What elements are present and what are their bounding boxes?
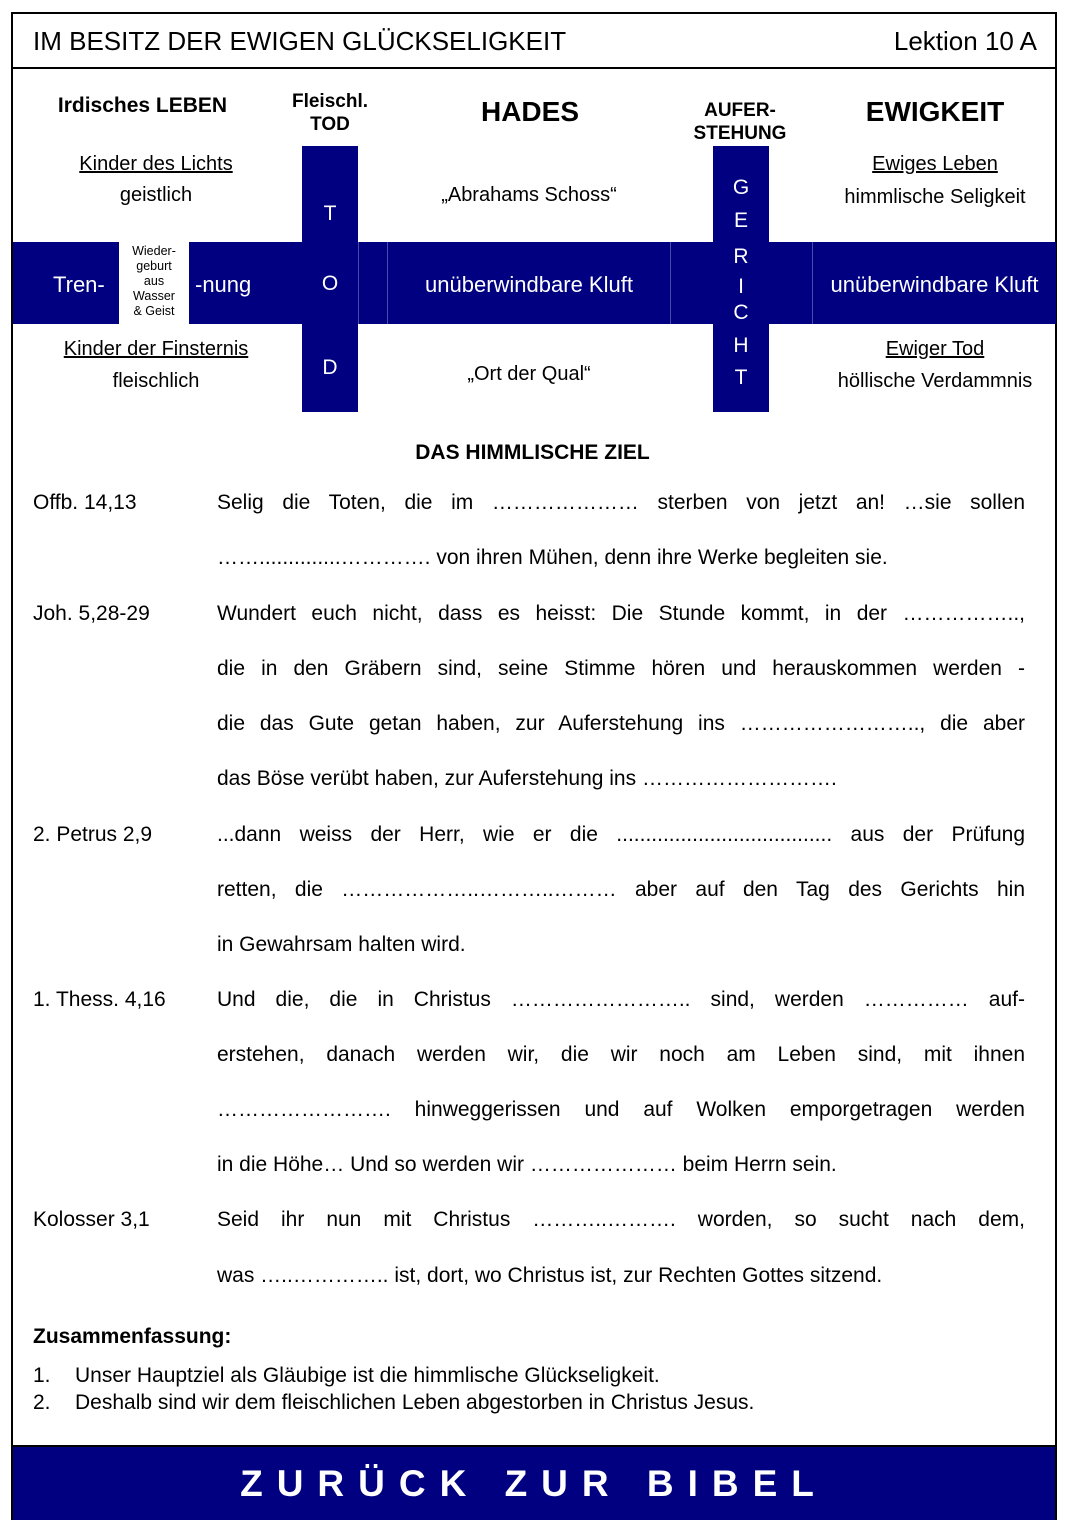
col-heading-tod bbox=[270, 90, 390, 136]
verse-line: die das Gute getan haben, zur Auferstehung ins …………………….., die aber bbox=[217, 712, 1025, 735]
judgment-letter: T bbox=[734, 366, 748, 389]
summary-title: Zusammenfassung: bbox=[33, 1325, 232, 1348]
verse-line: erstehen, danach werden wir, die wir noch am Leben sind, mit ihnen bbox=[217, 1043, 1025, 1066]
verse-line: retten, die ………………..………..……… aber auf den Tag des Gerichts hin bbox=[217, 878, 1025, 901]
judgment-letter: G bbox=[732, 176, 750, 199]
verse-line: was …..………….. ist, dort, wo Christus ist, zur Rechten Gottes sitzend. bbox=[217, 1264, 883, 1287]
ewigkeit-top-line1: Ewiges Leben bbox=[872, 153, 998, 175]
hades-bottom: „Ort der Qual“ bbox=[467, 363, 591, 385]
lesson-title: IM BESITZ DER EWIGEN GLÜCKSELIGKEIT bbox=[33, 26, 567, 56]
rebirth-line: Wasser bbox=[133, 289, 175, 303]
rebirth-line: & Geist bbox=[133, 304, 175, 318]
verse-reference: Offb. 14,13 bbox=[33, 491, 137, 514]
col-heading-auferstehung bbox=[670, 99, 810, 145]
judgment-letter: R bbox=[733, 245, 749, 268]
eternity-chasm-label: unüberwindbare Kluft bbox=[830, 272, 1039, 297]
judgment-letter: C bbox=[733, 301, 749, 324]
verse-line: ……..............…………. von ihren Mühen, denn ihre Werke begleiten sie. bbox=[217, 546, 888, 569]
ewigkeit-bottom-line2: höllische Verdammnis bbox=[837, 370, 1033, 392]
death-letter: T bbox=[323, 202, 337, 225]
verse-line: Selig die Toten, die im ………………… sterben von jetzt an! …sie sollen bbox=[217, 491, 1025, 514]
summary-item-text: Unser Hauptziel als Gläubige ist die himmlische Glückseligkeit. bbox=[75, 1364, 660, 1387]
col-heading-ewigkeit: EWIGKEIT bbox=[865, 96, 1005, 127]
header-divider bbox=[11, 67, 1057, 69]
band-separator bbox=[358, 242, 359, 324]
verse-line: das Böse verübt haben, zur Auferstehung ins ………………………. bbox=[217, 767, 837, 790]
separation-label-part2: -nung bbox=[195, 272, 252, 297]
verse-line: in Gewahrsam halten wird. bbox=[217, 933, 466, 956]
leben-top-line2: geistlich bbox=[119, 184, 193, 206]
summary-item-number: 2. bbox=[33, 1391, 51, 1414]
section-title: DAS HIMMLISCHE ZIEL bbox=[415, 441, 650, 464]
verse-line: Wundert euch nicht, dass es heisst: Die Stunde kommt, in der …………….., bbox=[217, 602, 1025, 625]
verse-reference: Kolosser 3,1 bbox=[33, 1208, 150, 1231]
rebirth-line: aus bbox=[143, 274, 165, 288]
col-heading-auf-line1: AUFER- bbox=[704, 100, 776, 121]
hades-chasm-label: unüberwindbare Kluft bbox=[425, 272, 633, 297]
rebirth-line: Wieder- bbox=[132, 244, 176, 258]
col-heading-auf-line2: STEHUNG bbox=[693, 123, 787, 144]
death-letter: D bbox=[322, 356, 338, 379]
separation-label-part1: Tren- bbox=[53, 272, 105, 297]
ewigkeit-bottom-line1: Ewiger Tod bbox=[885, 338, 985, 360]
leben-bottom-line2: fleischlich bbox=[112, 370, 200, 392]
hades-top: „Abrahams Schoss“ bbox=[441, 184, 617, 206]
judgment-letter: H bbox=[733, 334, 749, 357]
verse-line: Und die, die in Christus …………………….. sind, werden …………… auf- bbox=[217, 988, 1025, 1011]
rebirth-line: geburt bbox=[136, 259, 172, 273]
verse-line: ……………………. hinweggerissen und auf Wolken emporgetragen werden bbox=[217, 1098, 1025, 1121]
summary-item-number: 1. bbox=[33, 1364, 51, 1387]
verse-line: in die Höhe… Und so werden wir ………………… beim Herrn sein. bbox=[217, 1153, 837, 1176]
col-heading-tod-line2: TOD bbox=[310, 114, 350, 135]
death-bar bbox=[302, 146, 358, 412]
col-heading-hades: HADES bbox=[480, 96, 579, 127]
verse-reference: 1. Thess. 4,16 bbox=[33, 988, 166, 1011]
death-letter: O bbox=[321, 272, 339, 295]
verse-reference: Joh. 5,28-29 bbox=[33, 602, 150, 625]
leben-top-line1: Kinder des Lichts bbox=[79, 153, 233, 175]
col-heading-leben: Irdisches LEBEN bbox=[57, 94, 228, 117]
lesson-number: Lektion 10 A bbox=[893, 26, 1037, 56]
judgment-letter: I bbox=[738, 275, 744, 298]
leben-bottom-line1: Kinder der Finsternis bbox=[63, 338, 249, 360]
rebirth-label bbox=[119, 244, 189, 319]
judgment-bar bbox=[713, 146, 769, 412]
verse-reference: 2. Petrus 2,9 bbox=[33, 823, 153, 846]
summary-item-text: Deshalb sind wir dem fleischlichen Leben abgestorben in Christus Jesus. bbox=[75, 1391, 755, 1414]
verse-line: die in den Gräbern sind, seine Stimme hören und herauskommen werden - bbox=[217, 657, 1025, 680]
page-frame bbox=[11, 12, 1057, 1520]
footer-banner: ZURÜCK ZUR BIBEL bbox=[13, 1445, 1055, 1520]
col-heading-tod-line1: Fleischl. bbox=[291, 91, 369, 112]
band-separator bbox=[670, 242, 671, 324]
verse-line: Seid ihr nun mit Christus ………..………. worden, so sucht nach dem, bbox=[217, 1208, 1025, 1231]
judgment-letter: E bbox=[733, 209, 748, 232]
ewigkeit-top-line2: himmlische Seligkeit bbox=[844, 186, 1026, 208]
verse-line: ...dann weiss der Herr, wie er die ..................................... aus der Prüfung bbox=[217, 823, 1025, 846]
